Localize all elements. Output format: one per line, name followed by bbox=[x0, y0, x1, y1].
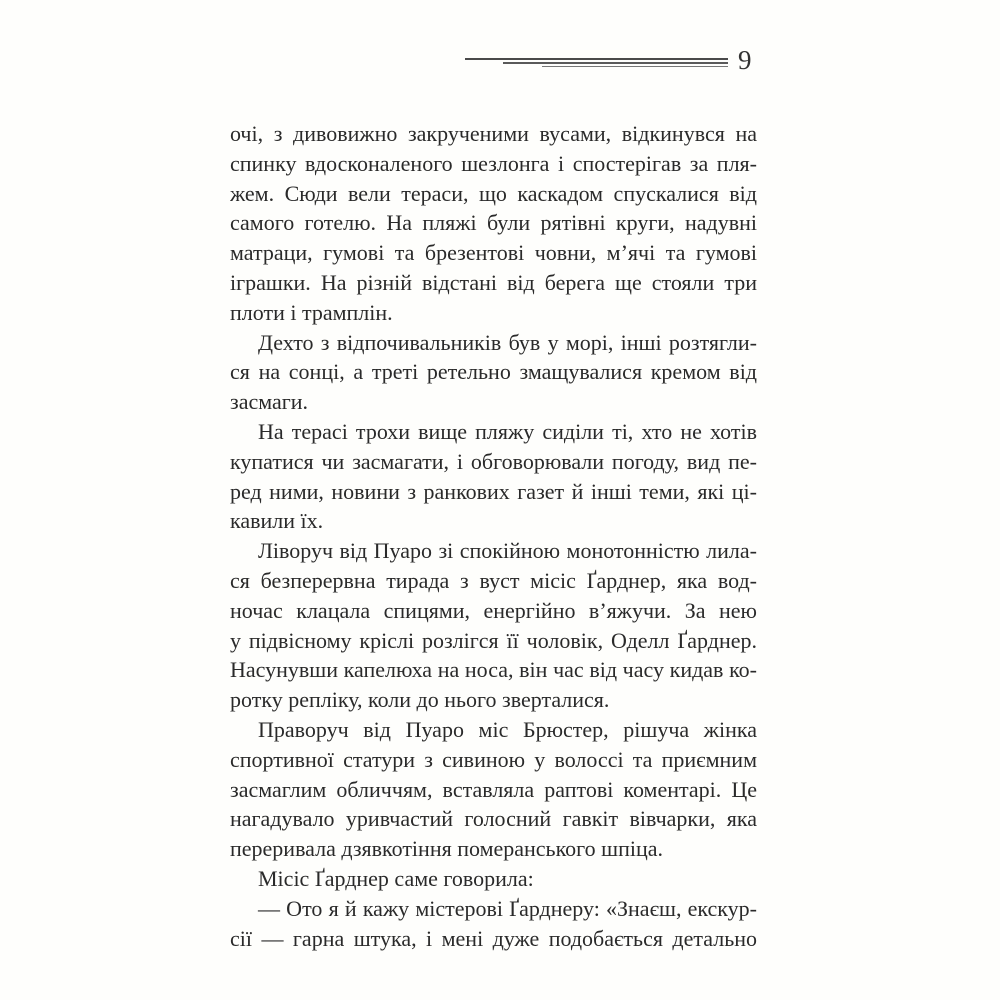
text-line: самого готелю. На пляжі були рятівні круги, надувні bbox=[230, 210, 757, 236]
text-line: спинку вдосконаленого шезлонга і спостерігав за пля- bbox=[230, 150, 757, 176]
header-rule bbox=[465, 58, 728, 60]
text-line: Дехто з відпочивальників був у морі, інші розтягли- bbox=[258, 329, 757, 355]
text-line: — Ото я й кажу містерові Ґарднеру: «Знаєш, екскур- bbox=[258, 895, 757, 921]
text-line: На терасі трохи вище пляжу сиділи ті, хто не хотів bbox=[258, 418, 757, 444]
text-line: Ліворуч від Пуаро зі спокійною монотонністю лила- bbox=[258, 538, 757, 564]
text-line: очі, з дивовижно закрученими вусами, відкинувся на bbox=[230, 121, 757, 146]
text-line: засмаги. bbox=[230, 389, 309, 415]
text-line: у підвісному кріслі розлігся її чоловік, Оделл Ґарднер. bbox=[230, 627, 757, 653]
page-number: 9 bbox=[738, 45, 752, 75]
text-line: Насунувши капелюха на носа, він час від часу кидав ко- bbox=[230, 657, 757, 683]
text-line: спортивної статури з сивиною у волоссі та приємним bbox=[230, 746, 757, 772]
text-line: іграшки. На різній відстані від берега ще стояли три bbox=[230, 269, 757, 295]
text-line: переривала дзявкотіння померанського шпіца. bbox=[230, 836, 663, 862]
header-rule bbox=[503, 62, 728, 64]
text-line: сії — гарна штука, і мені дуже подобається детально bbox=[230, 925, 757, 951]
text-line: нагадувало уривчастий голосний гавкіт вівчарки, яка bbox=[230, 806, 757, 832]
text-line: кавили їх. bbox=[230, 508, 324, 534]
text-line: матраци, гумові та брезентові човни, м’ячі та гумові bbox=[230, 240, 757, 266]
text-line: купатися чи засмагати, і обговорювали погоду, вид пе- bbox=[230, 448, 757, 474]
text-line: ся на сонці, а треті ретельно змащувалися кремом від bbox=[230, 359, 757, 385]
text-line: ред ними, новини з ранкових газет й інші теми, які ці- bbox=[230, 478, 757, 504]
text-line: ночас клацала спицями, енергійно в’яжучи. За нею bbox=[230, 597, 757, 623]
text-line: ротку репліку, коли до нього зверталися. bbox=[230, 687, 610, 713]
text-line: засмаглим обличчям, вставляла раптові коментарі. Це bbox=[230, 776, 757, 802]
header-rule bbox=[542, 66, 728, 67]
text-line: Праворуч від Пуаро міс Брюстер, рішуча жінка bbox=[258, 716, 757, 742]
text-line: Місіс Ґарднер саме говорила: bbox=[258, 865, 534, 891]
text-line: жем. Сюди вели тераси, що каскадом спускалися від bbox=[230, 180, 757, 206]
body-text bbox=[230, 119, 757, 953]
text-line: ся безперервна тирада з вуст місіс Ґарднер, яка вод- bbox=[230, 567, 757, 593]
text-line: плоти і трамплін. bbox=[230, 299, 393, 325]
